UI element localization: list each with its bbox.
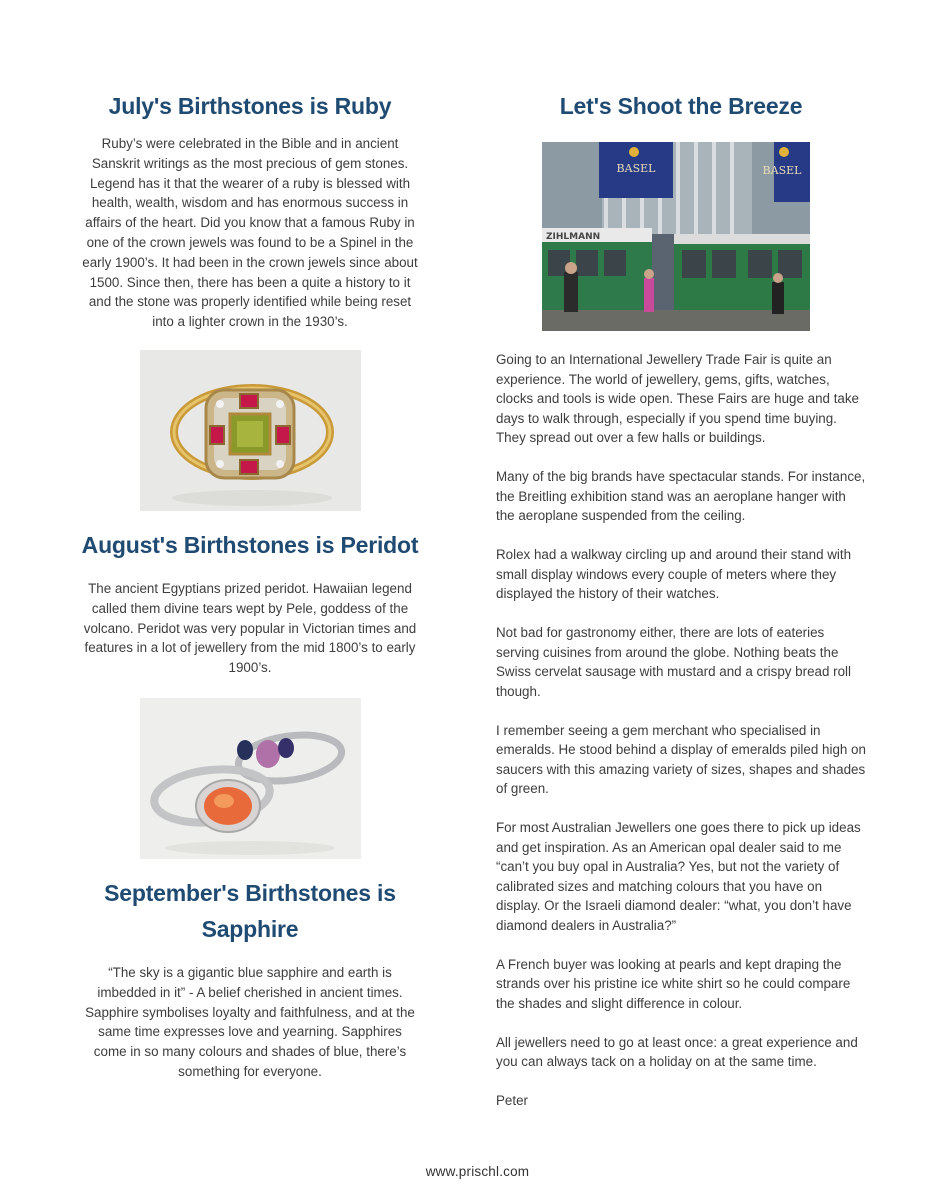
breeze-paragraph: Going to an International Jewellery Trade Fair is quite an experience. The world of jewellery, gems, gifts, watches, clocks and tools is wide open. These Fairs are huge and take days to walk through, especially if you spend time buying. They spread out over a few halls or buildings. (496, 352, 859, 445)
july-heading: July's Birthstones is Ruby (108, 93, 392, 119)
left-column (62, 88, 438, 1082)
breeze-paragraph: Many of the big brands have spectacular stands. For instance, the Breitling exhibition stand was an aeroplane hanger with the aeroplane suspended from the ceiling. (496, 469, 866, 523)
breeze-paragraph: For most Australian Jewellers one goes there to pick up ideas and get inspiration. As an American opal dealer said to me “can’t you buy opal in Australia? Yes, but not the variety of calibrated sizes and matching colours that you have on display. Or the Israeli diamond dealer: “what, you don’t have diamond dealers in Australia?” (496, 820, 861, 933)
breeze-paragraph: A French buyer was looking at pearls and kept draping the strands over his pristine ice white shirt so he could compare the shades and slight difference in colour. (496, 956, 851, 1011)
breeze-paragraph: Rolex had a walkway circling up and around their stand with small display windows every couple of meters where they displayed the history of their watches. (496, 547, 852, 601)
breeze-paragraph: I remember seeing a gem merchant who specialised in emeralds. He stood behind a display of emeralds piled high on saucers with this amazing variety of sizes, shapes and shades of green. (496, 722, 866, 796)
september-body: “The sky is a gigantic blue sapphire and earth is imbedded in it” - A belief cherished in ancient times. Sapphire symbolises loyalty and faithfulness, and at the same time expresses love and yearning. Sapphires come in so many colours and shades of blue, there’s something for everyone. (85, 964, 415, 1079)
signature: Peter (496, 1093, 529, 1108)
basel-tram-photo (542, 142, 810, 331)
sign-right: BASEL (762, 164, 802, 177)
sapphire-rings-photo (140, 698, 361, 859)
tram-sign: ZIHLMANN (546, 232, 601, 242)
footer-website: www.prischl.com (425, 1164, 530, 1179)
breeze-paragraph: Not bad for gastronomy either, there are lots of eateries serving cuisines from around the globe. Nothing beats the Swiss cervelat sausage with mustard and a crispy bread roll though. (496, 625, 852, 699)
ruby-peridot-ring-photo (140, 350, 361, 511)
breeze-paragraph: All jewellers need to go at least once: a great experience and you can always tack on a holiday on at the same time. (496, 1034, 858, 1069)
august-heading: August's Birthstones is Peridot (81, 531, 419, 558)
sign-left: BASEL (616, 162, 656, 175)
july-body: Ruby’s were celebrated in the Bible and in ancient Sanskrit writings as the most precious of gem stones. Legend has it that the wearer of a ruby is blessed with health, wealth, wisdom and has enormous success in affairs of the heart. Did you know that a famous Ruby in one of the crown jewels was found to be a Spinel in the early 1900’s. It had been in the crown jewels since about 1500. Since then, there has been a quite a history to it and the stone was properly identified while being reset into a lighter crown in the 1930’s. (82, 136, 418, 330)
breeze-heading: Let's Shoot the Breeze (559, 93, 803, 119)
august-body: The ancient Egyptians prized peridot. Hawaiian legend called them divine tears wept by Pele, goddess of the volcano. Peridot was very popular in Victorian times and features in a lot of jewellery from the mid 1800’s to early 1900’s. (83, 580, 417, 676)
september-heading: September's Birthstones is Sapphire (104, 879, 396, 942)
right-column (496, 88, 866, 1130)
